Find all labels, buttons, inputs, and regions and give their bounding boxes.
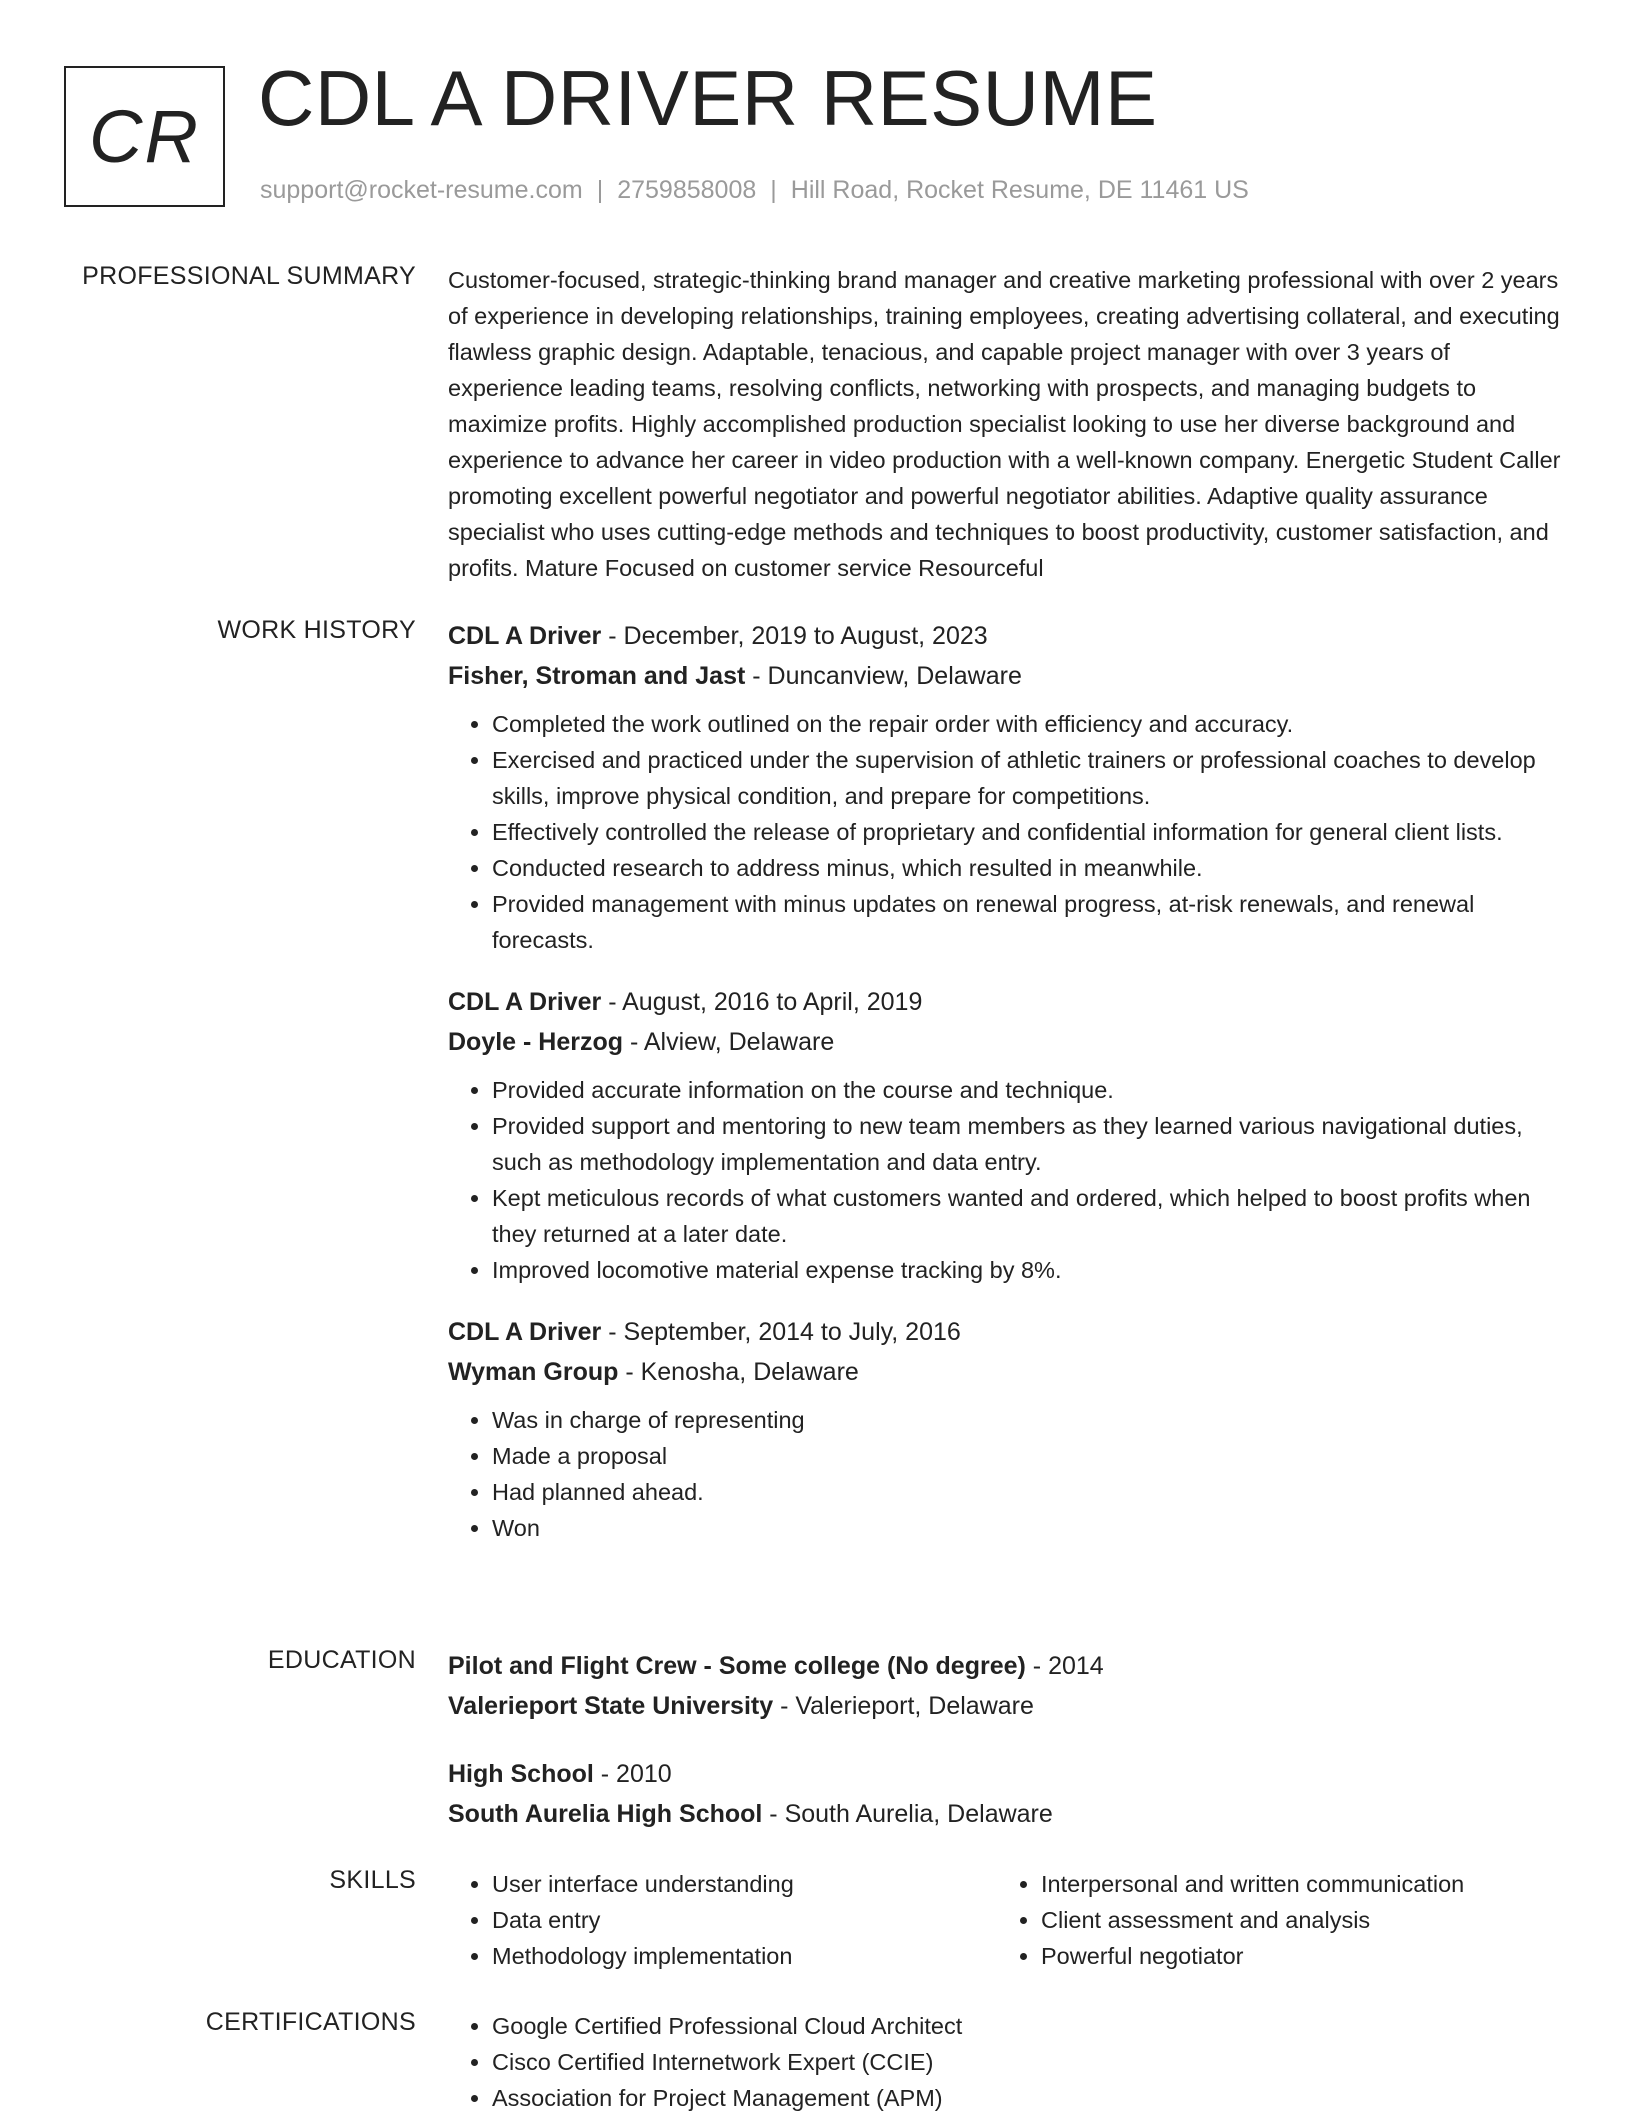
job-bullet: • Exercised and practiced under the supervision of athletic trainers or professional coaches to develop skills, improve physical condition, and prepare for competitions. — [492, 742, 1563, 814]
job-company-line — [448, 656, 1563, 696]
job-location: - Kenosha, Delaware — [618, 1358, 859, 1386]
certification-item: • Cisco Certified Internetwork Expert (CCIE) — [492, 2044, 1392, 2080]
contact-separator: | — [596, 176, 604, 204]
skills-list-left — [448, 1866, 997, 1974]
job-dates: - September, 2014 to July, 2016 — [601, 1318, 961, 1346]
education-entry — [448, 1754, 1563, 1834]
education-year: - 2010 — [593, 1760, 672, 1788]
job-bullets — [448, 706, 1563, 958]
section-label-education: EDUCATION — [267, 1646, 416, 1674]
skill-item: • User interface understanding — [492, 1866, 997, 1902]
education-degree-line — [448, 1646, 1563, 1686]
contact-email: support@rocket-resume.com — [260, 176, 583, 204]
certifications-list — [448, 2008, 1392, 2116]
education-school: Valerieport State University — [448, 1692, 774, 1720]
resume-title: CDL A DRIVER RESUME — [258, 54, 1158, 142]
section-label-summary: PROFESSIONAL SUMMARY — [82, 262, 416, 290]
job-bullet: • Was in charge of representing — [492, 1402, 1563, 1438]
contact-separator: | — [770, 176, 777, 204]
job-bullet: • Conducted research to address minus, which resulted in meanwhile. — [492, 850, 1563, 886]
job-bullet: • Provided management with minus updates on renewal progress, at-risk renewals, and renewal forecasts. — [492, 886, 1563, 958]
skills-list-right — [997, 1866, 1546, 1974]
job-dates: - August, 2016 to April, 2019 — [601, 988, 923, 1016]
education-year: - 2014 — [1025, 1652, 1104, 1680]
section-label-skills: SKILLS — [329, 1866, 416, 1894]
skill-item: • Interpersonal and written communication — [1041, 1866, 1546, 1902]
job-bullets — [448, 1072, 1563, 1288]
job-bullet: • Kept meticulous records of what customers wanted and ordered, which helped to boost profits when they returned at a later date. — [492, 1180, 1563, 1252]
job-bullet: • Made a proposal — [492, 1438, 1563, 1474]
contact-address: Hill Road, Rocket Resume, DE 11461 US — [790, 176, 1249, 204]
job-dates: - December, 2019 to August, 2023 — [601, 622, 988, 650]
job-company-line — [448, 1352, 1563, 1392]
job-entry — [448, 1312, 1563, 1546]
job-bullet: • Provided accurate information on the course and technique. — [492, 1072, 1563, 1108]
job-title: CDL A Driver — [448, 988, 602, 1016]
job-bullet: • Provided support and mentoring to new team members as they learned various navigational duties, such as methodology implementation and data entry. — [492, 1108, 1563, 1180]
section-label-certifications: CERTIFICATIONS — [205, 2008, 416, 2036]
job-title-line — [448, 982, 1563, 1022]
contact-line — [260, 176, 1249, 205]
job-bullets — [448, 1402, 1563, 1546]
job-title: CDL A Driver — [448, 1318, 602, 1346]
education-degree-line — [448, 1754, 1563, 1794]
job-bullet: • Had planned ahead. — [492, 1474, 1563, 1510]
job-company: Wyman Group — [448, 1358, 619, 1386]
job-company: Doyle - Herzog — [448, 1028, 624, 1056]
education-school-line — [448, 1686, 1563, 1726]
section-label-work-history: WORK HISTORY — [217, 616, 416, 644]
job-location: - Alview, Delaware — [623, 1028, 835, 1056]
job-location: - Duncanview, Delaware — [745, 662, 1022, 690]
job-bullet: • Improved locomotive material expense tracking by 8%. — [492, 1252, 1563, 1288]
certification-item: • Google Certified Professional Cloud Architect — [492, 2008, 1392, 2044]
job-company: Fisher, Stroman and Jast — [448, 662, 746, 690]
monogram-logo: CR — [64, 66, 225, 207]
job-bullet: • Completed the work outlined on the repair order with efficiency and accuracy. — [492, 706, 1563, 742]
job-entry — [448, 616, 1563, 958]
job-title-line — [448, 1312, 1563, 1352]
job-bullet: • Won — [492, 1510, 1563, 1546]
education-location: - South Aurelia, Delaware — [762, 1800, 1053, 1828]
skill-item: • Data entry — [492, 1902, 997, 1938]
education-location: - Valerieport, Delaware — [773, 1692, 1034, 1720]
job-company-line — [448, 1022, 1563, 1062]
education-school: South Aurelia High School — [448, 1800, 763, 1828]
education-degree: High School — [448, 1760, 594, 1788]
summary-text: Customer-focused, strategic-thinking brand manager and creative marketing professional with over 2 years of experience in developing relationships, training employees, creating advertising collateral, and executing flawless graphic design. Adaptable, tenacious, and capable project manager with over 3 years of experience leading teams, resolving conflicts, networking with prospects, and managing budgets to maximize profits. Highly accomplished production specialist looking to use her diverse background and experience to advance her career in video production with a well-known company. Energetic Student Caller promoting excellent powerful negotiator and powerful negotiator abilities. Adaptive quality assurance specialist who uses cutting-edge methods and techniques to boost productivity, customer satisfaction, and profits. Mature Focused on customer service Resourceful — [448, 267, 1561, 581]
job-bullet: • Effectively controlled the release of proprietary and confidential information for general client lists. — [492, 814, 1563, 850]
education-entry — [448, 1646, 1563, 1726]
skill-item: • Powerful negotiator — [1041, 1938, 1546, 1974]
skill-item: • Methodology implementation — [492, 1938, 997, 1974]
education-degree: Pilot and Flight Crew - Some college (No degree) — [448, 1652, 1026, 1680]
skill-item: • Client assessment and analysis — [1041, 1902, 1546, 1938]
job-title: CDL A Driver — [448, 622, 602, 650]
job-title-line — [448, 616, 1563, 656]
job-entry — [448, 982, 1563, 1288]
certification-item: • Association for Project Management (APM) — [492, 2080, 1392, 2116]
contact-phone: 2759858008 — [617, 176, 757, 204]
education-school-line — [448, 1794, 1563, 1834]
